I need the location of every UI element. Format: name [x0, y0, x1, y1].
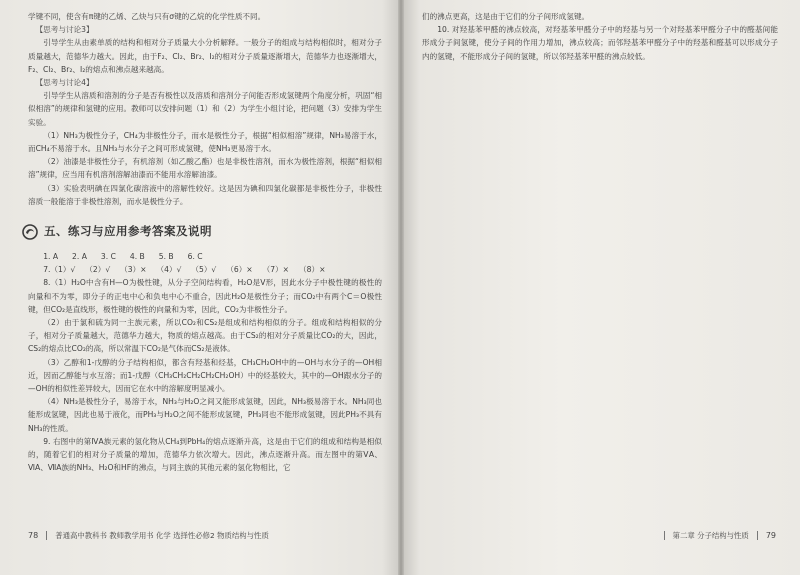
answer-8-2: （2）由于氯和硫为同一主族元素，所以CO₂和CS₂是组成和结构相似的分子。组成和结构相似的分子，相对分子质量越大，范德华力越大，物质的熔点越高。由于CS₂的相对分子质量比CO₂的大，因此，CS₂的熔点比CO₂的高，所以常温下CO₂是气体而CS₂是液体。	[28, 318, 382, 354]
answer-1: 1. A	[43, 252, 59, 262]
think-discuss-4-item-2: （2）油漆是非极性分子，有机溶剂（如乙酸乙酯）也是非极性溶剂，而水为极性溶剂，根据“相似相溶”规律，应当用有机溶剂溶解油漆而不能用水溶解油漆。	[28, 157, 382, 180]
left-page-number: 78	[28, 531, 39, 540]
right-page-number: 79	[765, 531, 776, 540]
answer-7-7: （7）×	[262, 265, 290, 275]
think-discuss-3-body: 引导学生从由素单质的结构和相对分子质量大小分析解释。一般分子的组成与结构相似时，相对分子质量越大，范德华力越大。因此，由于F₂、Cl₂、Br₂、I₂的相对分子质量逐渐增大，范德华力也逐渐增大，F₂、Cl₂、Br₂、I₂的熔点和沸点越来越高。	[28, 38, 382, 74]
think-discuss-3-title: 【思考与讨论3】	[35, 25, 94, 35]
left-page	[0, 0, 398, 575]
section-title: 五、练习与应用参考答案及说明	[44, 224, 212, 239]
think-discuss-4-item-3: （3）实验表明碘在四氯化碳溶液中的溶解性较好。这是因为碘和四氯化碳都是非极性分子，非极性溶质一般能溶于非极性溶剂，而水是极性分子。	[28, 183, 382, 206]
left-footer-title: 普通高中教科书 教师教学用书 化学 选择性必修2 物质结构与性质	[55, 531, 269, 540]
answer-7-8: （8）×	[299, 265, 326, 275]
answer-7-4: （4）√	[156, 265, 182, 275]
footer-divider	[664, 531, 665, 540]
answer-7-1: 7.（1）√	[43, 265, 76, 275]
footer-divider	[757, 531, 758, 540]
right-footer	[664, 530, 776, 541]
right-page	[404, 0, 800, 575]
answer-3: 3. C	[100, 252, 116, 262]
right-continuation: 们的沸点更高，这是由于它们的分子间形成氢键。	[422, 12, 590, 21]
answers-row-2	[28, 263, 382, 276]
answer-2: 2. A	[72, 252, 87, 262]
left-footer	[28, 530, 269, 541]
answer-4: 4. B	[129, 252, 145, 262]
answer-6: 6. C	[187, 252, 203, 262]
right-page-content	[422, 10, 778, 63]
answer-8-3: （3）乙醇和1-戊醇的分子结构相似，都含有羟基和烃基，CH₃CH₂OH中的—OH与水分子的—OH相近，因而乙醇能与水互溶；而1-戊醇（CH₃CH₂CH₂CH₂CH₂OH）中的烃基较大，其中的—OH跟水分子的—OH的相似性差异较大，因而它在水中的溶解度明显减小。	[28, 357, 382, 394]
answer-5: 5. B	[158, 252, 174, 262]
left-top-line: 学键不同，使含有π键的乙烯、乙炔与只有σ键的乙烷的化学性质不同。	[28, 12, 266, 21]
think-discuss-4-intro: 引导学生从溶质和溶剂的分子是否有极性以及溶质和溶剂分子间能否形成氢键两个角度分析，巩固“相似相溶”的规律和氢键的应用。教师可以安排问题（1）和（2）为学生小组讨论，把问题（3）安排为学生实验。	[28, 91, 382, 127]
answer-10: 10. 对羟基苯甲醛的沸点较高，对羟基苯甲醛分子中的羟基与另一个对羟基苯甲醛分子中的醛基间能形成分子间氢键，使分子间的作用力增加，沸点较高；而邻羟基苯甲醛分子中的羟基和醛基可以形成分子内的氢键，不能形成分子间的氢键，所以邻羟基苯甲醛的沸点较低。	[422, 25, 778, 61]
answer-7-2: （2）√	[85, 265, 111, 275]
answer-7-5: （5）√	[191, 265, 217, 275]
answer-8-4: （4）NH₃是极性分子，易溶于水，NH₃与H₂O之间又能形成氢键，因此，NH₃极易溶于水。NH₃同也能形成氢键，因此也易于液化，而PH₃与H₂O之间不能形成氢键，PH₃同也不能形成氢键，因此PH₃不具有NH₃的性质。	[28, 397, 382, 433]
answers-row-1	[28, 250, 382, 263]
answer-9: 9. 右图中的第ⅣA族元素的氢化物从CH₄到PbH₄的熔点逐渐升高，这是由于它们的组成和结构是相似的，随着它们的相对分子质量的增加，范德华力依次增大。因此，沸点逐渐升高。而左图中的第ⅤA、ⅥA、ⅦA族的NH₃、H₂O和HF的沸点，与同主族的其他元素的氢化物相比，它	[28, 436, 382, 473]
think-discuss-4-title: 【思考与讨论4】	[35, 78, 94, 88]
swirl-icon	[22, 224, 38, 240]
think-discuss-4-item-1: （1）NH₃为极性分子，CH₄为非极性分子，而水是极性分子，根据“相似相溶”规律，NH₃易溶于水，而CH₄不易溶于水。且NH₃与水分子之间可形成氢键，使NH₃更易溶于水。	[28, 130, 382, 154]
answer-7-3: （3）×	[120, 265, 147, 275]
footer-divider	[46, 531, 47, 540]
right-footer-chapter: 第二章 分子结构与性质	[672, 531, 749, 540]
answer-8-1: 8.（1）H₂O中含有H—O为极性键，从分子空间结构看，H₂O是V形，因此水分子中极性键的极性的向量和不为零，即分子的正电中心和负电中心不重合，因此H₂O是极性分子；而CO₂中有两个C＝O极性键，但CO₂是直线形，极性键的极性的向量和为零，因此，CO₂为非极性分子。	[28, 278, 382, 314]
answer-7-6: （6）×	[226, 265, 253, 275]
section-heading	[22, 224, 382, 240]
left-page-content	[28, 10, 382, 475]
